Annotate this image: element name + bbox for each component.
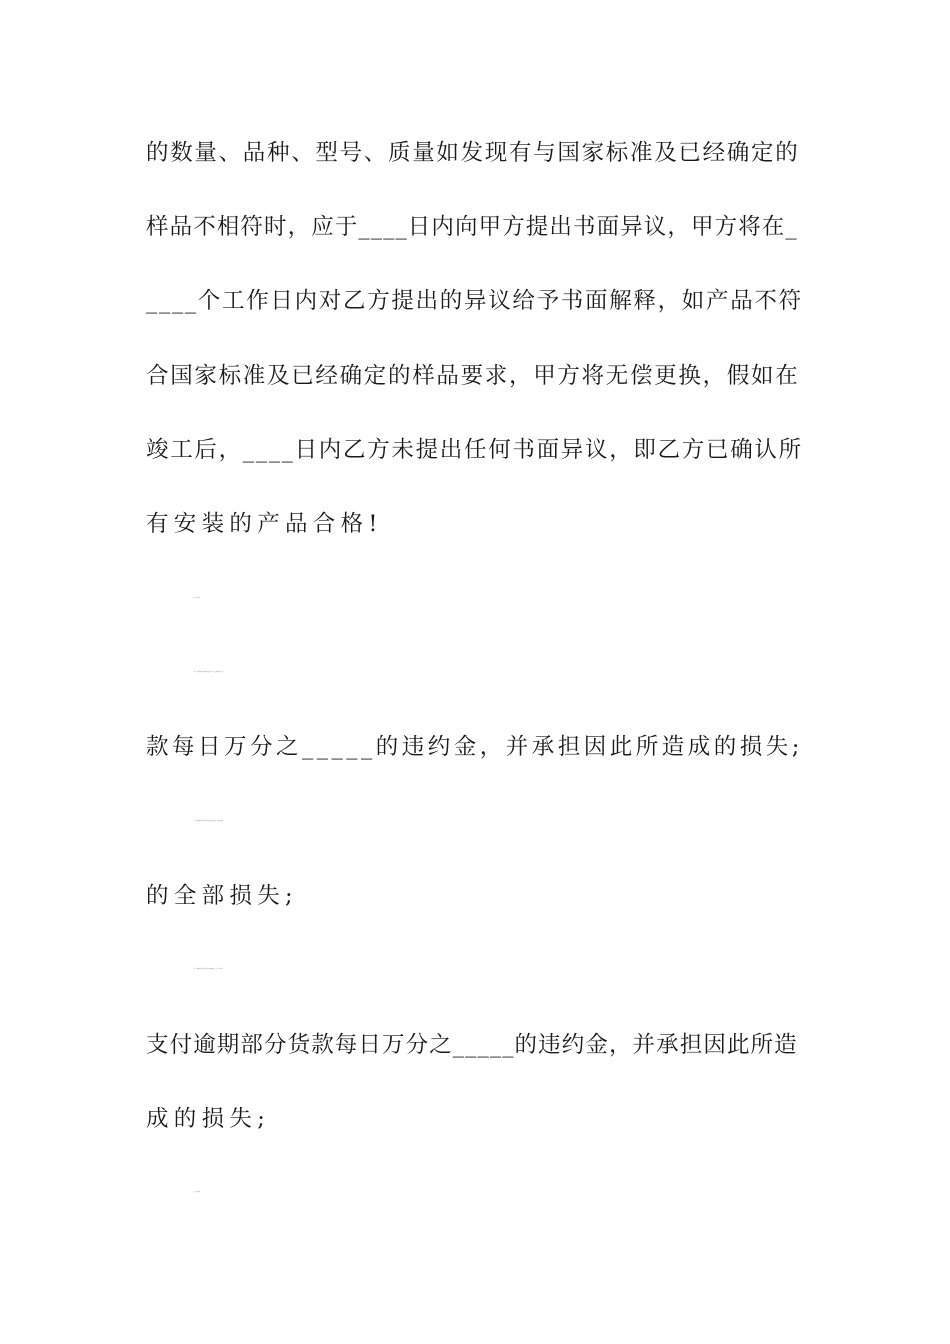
text-line: 竣工后，____日内乙方未提出任何书面异议，即乙方已确认所 xyxy=(146,437,803,463)
text-line: 的数量、品种、型号、质量如发现有与国家标准及已经确定的 xyxy=(146,140,800,166)
text-line: 的全部损失; xyxy=(146,883,298,909)
clause-line: 3.乙方未能及时按合同约定的时间付款的，乙方应向甲方 xyxy=(193,969,224,970)
text-line: ____个工作日内对乙方提出的异议给予书面解释，如产品不符 xyxy=(146,288,803,314)
text-line: 样品不相符时，应于____日内向甲方提出书面异议，甲方将在_ xyxy=(146,214,798,240)
clause-line: 2.乙方未能及时收货造成货物延迟交货的由乙方承担逾期 xyxy=(193,821,224,822)
clause-line: 1.甲方未按合同规定的时间交货应向乙方支付逾期部分货 xyxy=(193,672,224,673)
section-heading: 七、违约责任 xyxy=(193,598,201,599)
text-line: 有安装的产品合格! xyxy=(146,511,383,537)
section-heading: 八、其他条件 xyxy=(193,1192,201,1193)
text-line: 合国家标准及已经确定的样品要求，甲方将无偿更换，假如在 xyxy=(146,363,800,389)
text-line: 成的损失; xyxy=(146,1106,271,1132)
text-line: 款每日万分之_____的违约金，并承担因此所造成的损失; xyxy=(146,734,803,760)
text-line: 支付逾期部分货款每日万分之_____的违约金，并承担因此所造 xyxy=(146,1032,798,1058)
